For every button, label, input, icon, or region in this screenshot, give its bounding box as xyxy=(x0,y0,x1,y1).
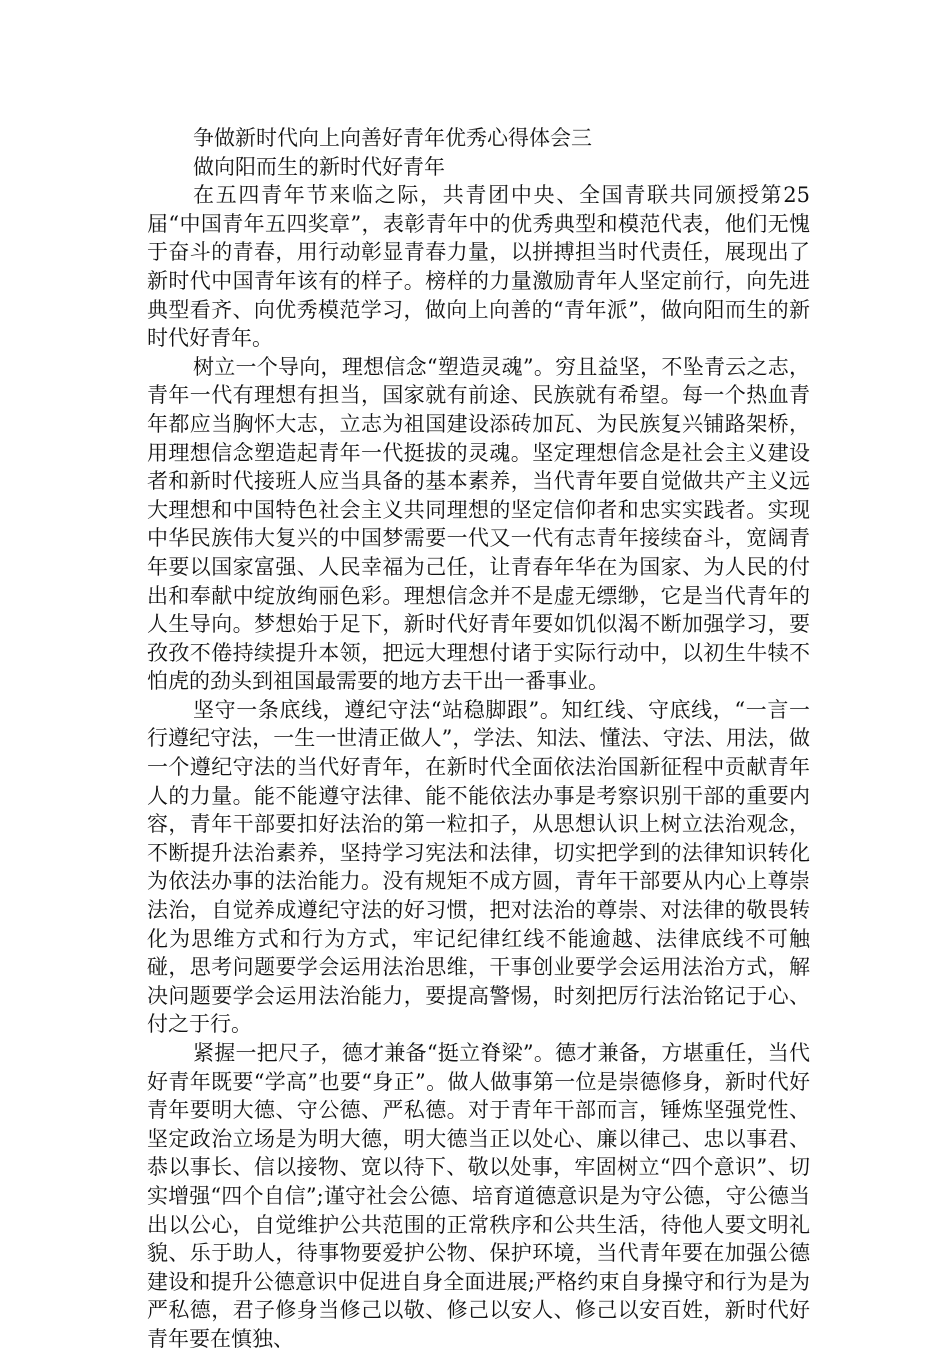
document-subtitle: 做向阳而生的新时代好青年 xyxy=(193,154,445,179)
document-body xyxy=(147,124,810,1354)
paragraph-law: 坚守一条底线，遵纪守法“站稳脚跟”。知红线、守底线，“一言一行遵纪守法，一生一世清正做人”，学法、知法、懂法、守法、用法，做一个遵纪守法的当代好青年，在新时代全面依法治国新征程中贡献青年人的力量。能不能遵守法律、能不能依法办事是考察识别干部的重要内容，青年干部要扣好法治的第一粒扣子，从思想认识上树立法治观念，不断提升法治素养，坚持学习宪法和法律，切实把学到的法律知识转化为依法办事的法治能力。没有规矩不成方圆，青年干部要从内心上尊崇法治，自觉养成遵纪守法的好习惯，把对法治的尊崇、对法律的敬畏转化为思维方式和行为方式，牢记纪律红线不能逾越、法律底线不可触碰，思考问题要学会运用法治思维，干事创业要学会运用法治方式，解决问题要学会运用法治能力，要提高警惕，时刻把厉行法治铭记于心、付之于行。 xyxy=(147,697,810,1037)
paragraph-ideals: 树立一个导向，理想信念“塑造灵魂”。穷且益坚，不坠青云之志，青年一代有理想有担当，国家就有前途、民族就有希望。每一个热血青年都应当胸怀大志，立志为祖国建设添砖加瓦、为民族复兴铺路架桥，用理想信念塑造起青年一代挺拔的灵魂。坚定理想信念是社会主义建设者和新时代接班人应当具备的基本素养，当代青年要自觉做共产主义远大理想和中国特色社会主义共同理想的坚定信仰者和忠实实践者。实现中华民族伟大复兴的中国梦需要一代又一代有志青年接续奋斗，宽阔青年要以国家富强、人民幸福为己任，让青春年华在为国家、为人民的付出和奉献中绽放绚丽色彩。理想信念并不是虚无缥缈，它是当代青年的人生导向。梦想始于足下，新时代好青年要如饥似渴不断加强学习，要孜孜不倦持续提升本领，把远大理想付诸于实际行动中，以初生牛犊不怕虎的劲头到祖国最需要的地方去干出一番事业。 xyxy=(147,354,810,694)
paragraph-virtue: 紧握一把尺子，德才兼备“挺立脊梁”。德才兼备，方堪重任，当代好青年既要“学高”也要“身正”。做人做事第一位是崇德修身，新时代好青年要明大德、守公德、严私德。对于青年干部而言，锤炼坚强党性、坚定政治立场是为明大德，明大德当正以处心、廉以律己、忠以事君、恭以事长、信以接物、宽以待下、敬以处事，牢固树立“四个意识”、切实增强“四个自信”;谨守社会公德、培育道德意识是为守公德，守公德当出以公心，自觉维护公共范围的正常秩序和公共生活，待他人要文明礼貌、乐于助人，待事物要爱护公物、保护环境，当代青年要在加强公德建设和提升公德意识中促进自身全面进展;严格约束自身操守和行为是为严私德，君子修身当修己以敬、修己以安人、修己以安百姓，新时代好青年要在慎独、 xyxy=(147,1041,810,1351)
document-title: 争做新时代向上向善好青年优秀心得体会三 xyxy=(193,126,592,150)
paragraph-intro: 在五四青年节来临之际，共青团中央、全国青联共同颁授第25届“中国青年五四奖章”，表彰青年中的优秀典型和模范代表，他们无愧于奋斗的青春，用行动彰显青春力量，以拼搏担当时代责任，展现出了新时代中国青年该有的样子。榜样的力量激励青年人坚定前行，向先进典型看齐、向优秀模范学习，做向上向善的“青年派”，做向阳而生的新时代好青年。 xyxy=(147,183,810,351)
